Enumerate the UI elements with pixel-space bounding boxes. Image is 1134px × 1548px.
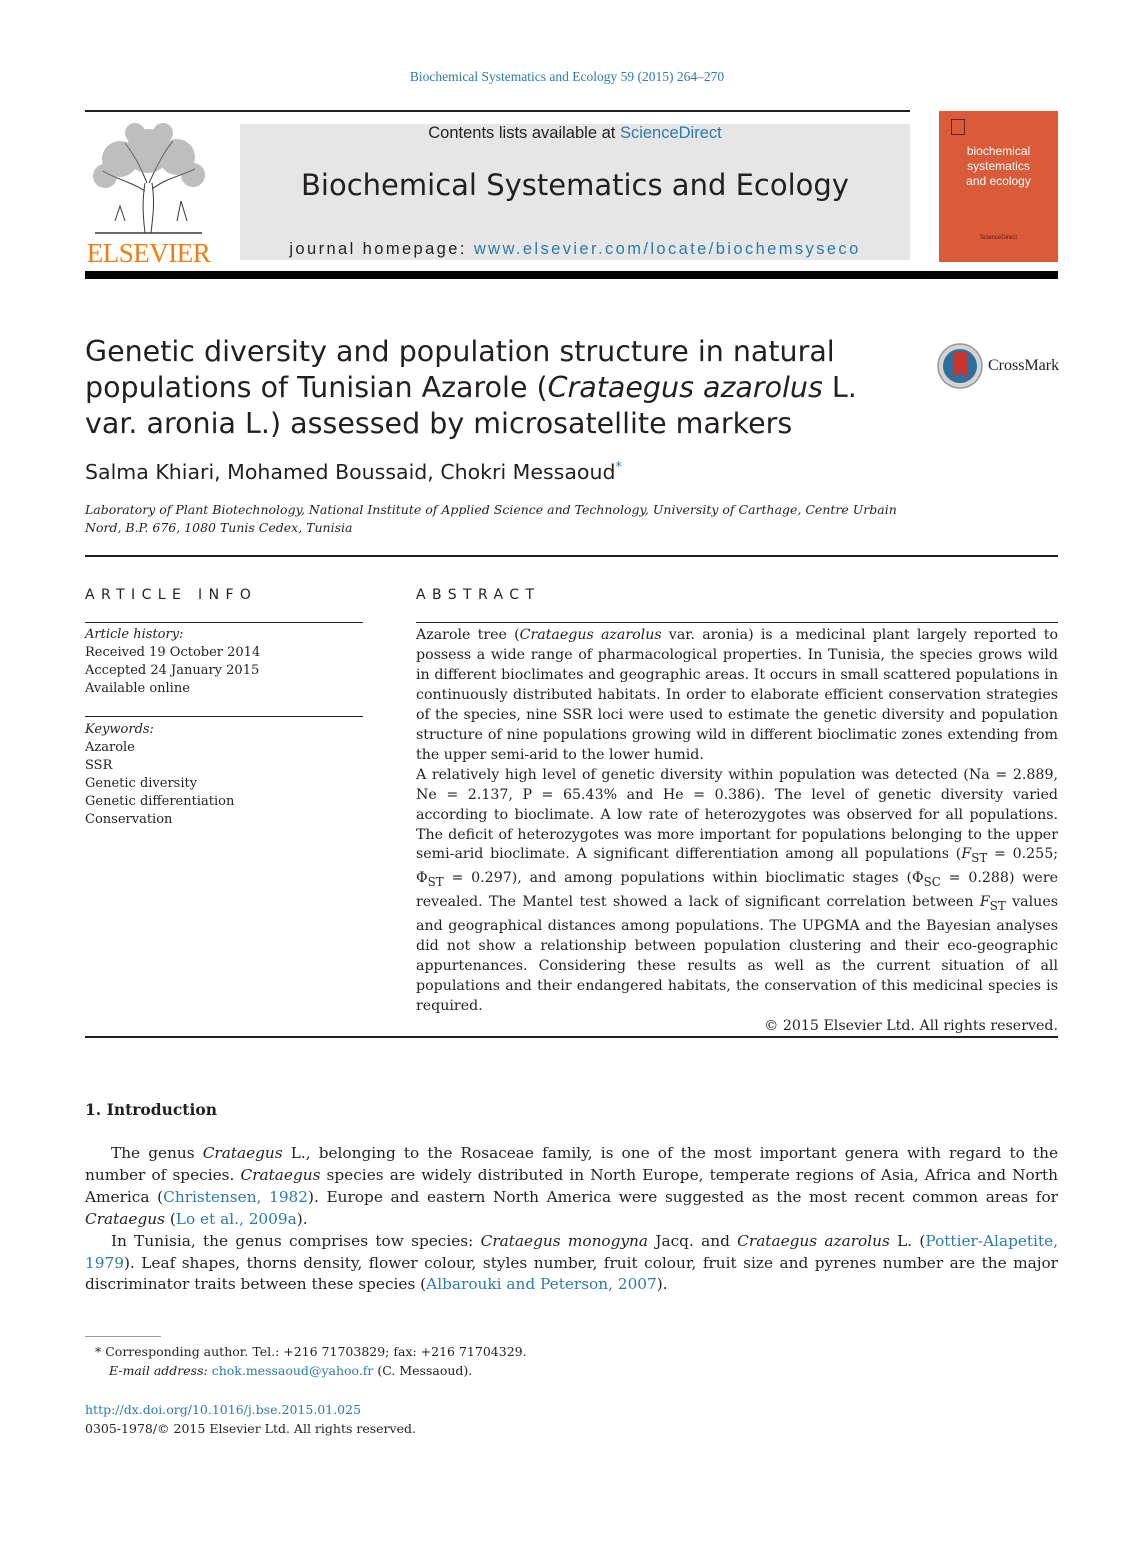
keyword-item: Genetic differentiation (85, 794, 235, 809)
genus-name: Crataegus (85, 1209, 165, 1228)
citation-link[interactable]: Albarouki and Peterson, 2007 (426, 1275, 657, 1294)
section-rule (85, 1036, 1058, 1038)
authors-names: Salma Khiari, Mohamed Boussaid, Chokri Messaoud (85, 460, 616, 484)
text-run: = 0.297), and among populations within bioclimatic stages ( (443, 870, 913, 887)
text-run: species are widely distributed in North Europe, temperate regions of Asia, Africa and North America ( (85, 1165, 1059, 1206)
abstract-heading: ABSTRACT (416, 587, 541, 603)
issn-copyright: 0305-1978/© 2015 Elsevier Ltd. All rights reserved. (85, 1421, 416, 1436)
text-run: ). (296, 1209, 308, 1228)
tree-icon (85, 121, 212, 239)
homepage-prefix: journal homepage: (289, 240, 474, 258)
abstract-copyright: © 2015 Elsevier Ltd. All rights reserved. (764, 1017, 1058, 1034)
homepage-link[interactable]: www.elsevier.com/locate/biochemsyseco (473, 240, 861, 258)
title-species: Crataegus azarolus (547, 371, 823, 404)
text-run: = 0.288) were revealed. The Mantel test showed a lack of significant correlation between (416, 870, 1058, 911)
contents-line (240, 124, 910, 143)
phi-st-subscript: ST (427, 875, 444, 890)
history-label: Article history: (85, 627, 184, 642)
history-item: Accepted 24 January 2015 (85, 663, 260, 678)
genus-name: Crataegus (240, 1165, 321, 1184)
article-history (85, 626, 363, 698)
text-run: Jacq. and (648, 1231, 738, 1250)
journal-title: Biochemical Systematics and Ecology (301, 168, 849, 202)
journal-homepage (240, 240, 910, 259)
species-name: Crataegus monogyna (480, 1231, 649, 1250)
corresponding-author-mark[interactable]: * (615, 460, 622, 476)
species-name: Crataegus azarolus (737, 1231, 890, 1250)
journal-citation[interactable]: Biochemical Systematics and Ecology 59 (2015) 264–270 (409, 69, 725, 84)
crossmark-label: CrossMark (988, 357, 1060, 374)
text-run: var. aronia) is a medicinal plant largely reported to possess a wide range of pharmacological properties. In Tunisia, the species grows wild in different bioclimates and geographic areas. It occurs in small scattered populations in continuously distributed habitats. In order to elaborate efficient conservation strategies of the species, nine SSR loci were used to estimate the genetic diversity and population structure of nine populations growing wild in different bioclimatic zones extending from the upper semi-arid to the lower humid. (416, 627, 1058, 763)
corresponding-author-footnote (95, 1342, 795, 1380)
abstract-body (416, 626, 1058, 1037)
doi-block (85, 1400, 785, 1438)
journal-cover-thumbnail[interactable] (939, 111, 1058, 262)
intro-paragraph (85, 1143, 1058, 1231)
phi-sc-subscript: SC (923, 875, 941, 890)
text-run: L., belonging to the Rosaceae family, is one of the most important genera with regard to the number of species. (85, 1144, 1058, 1184)
cover-footer: ScienceDirect (979, 235, 1017, 241)
keyword-item: Conservation (85, 812, 173, 827)
citation-link[interactable]: Lo et al., 2009a (175, 1209, 297, 1228)
history-item: Received 19 October 2014 (85, 645, 261, 660)
footnote-rule (85, 1336, 161, 1337)
affiliation: Laboratory of Plant Biotechnology, National Institute of Applied Science and Technology, University of Carthage, Centre Urbain Nord, B.P. 676, 1080 Tunis Cedex, Tunisia (85, 502, 897, 535)
fst-subscript: ST (989, 898, 1006, 913)
email-label: E-mail address: (109, 1363, 212, 1378)
introduction-heading: 1. Introduction (85, 1100, 217, 1119)
elsevier-wordmark: ELSEVIER (86, 238, 211, 268)
text-run: In Tunisia, the genus comprises tow species: (111, 1231, 481, 1250)
keyword-item: Azarole (85, 740, 135, 755)
contents-prefix: Contents lists available at (428, 124, 620, 142)
cover-title (939, 144, 1058, 189)
fst-symbol: F (961, 846, 972, 863)
email-line (95, 1361, 795, 1380)
abstract-paragraph (416, 766, 1058, 1017)
text-run: ). Europe and eastern North America were suggested as the most recent common areas for (308, 1187, 1058, 1206)
text-run: ). (656, 1275, 668, 1294)
author-list (85, 460, 622, 484)
text-run: Azarole tree ( (416, 627, 520, 643)
text-run: The genus (111, 1144, 203, 1162)
citation-link[interactable]: Pottier-Alapetite, 1979 (85, 1231, 1059, 1272)
introduction-body (85, 1143, 1058, 1296)
cover-emblem-icon (951, 119, 965, 135)
abstract-paragraph (416, 626, 1058, 766)
sciencedirect-link[interactable]: ScienceDirect (619, 124, 722, 142)
email-suffix: (C. Messaoud). (373, 1363, 473, 1378)
article-title (85, 334, 905, 442)
doi-link[interactable]: http://dx.doi.org/10.1016/j.bse.2015.01.025 (85, 1402, 362, 1417)
keywords-rule (85, 716, 363, 717)
title-part: L. var. aronia L.) assessed by microsatellite markers (85, 371, 857, 440)
cover-title-line: and ecology (966, 174, 1031, 188)
genus-name: Crataegus (202, 1144, 283, 1162)
intro-paragraph (85, 1231, 1058, 1297)
species-name: Crataegus azarolus (519, 627, 662, 643)
text-run: = 0.255; (987, 846, 1058, 863)
history-item: Available online (85, 681, 190, 696)
title-part: Genetic diversity and population structure in natural populations of Tunisian Azarole ( (85, 335, 835, 404)
phi-symbol: Φ (416, 870, 428, 887)
abstract-rule (416, 622, 1058, 623)
keyword-item: SSR (85, 758, 113, 773)
article-info-heading: ARTICLE INFO (85, 587, 258, 603)
citation-link[interactable]: Christensen, 1982 (163, 1187, 309, 1206)
crossmark-icon (936, 342, 984, 390)
cover-title-line: systematics (967, 159, 1030, 173)
header-top-rule (85, 110, 910, 112)
phi-symbol: Φ (912, 870, 924, 887)
text-run: A relatively high level of genetic diversity within population was detected (Na = 2.889, Ne = 2.137, P = 65.43% and He = 0.386). The level of genetic diversity varied according to bioclimate. A low rate of heterozygotes was observed for all populations. The deficit of heterozygotes was more important for populations belonging to the upper semi-arid bioclimate. A significant differentiation among all populations ( (416, 766, 1058, 863)
header-bottom-rule (85, 271, 1058, 279)
keywords-label: Keywords: (85, 722, 154, 737)
text-run: L. ( (889, 1231, 926, 1250)
text-run: ). Leaf shapes, thorns density, flower colour, styles number, fruit colour, fruit size and pyrenes number are the major discriminator traits between these species ( (85, 1253, 1058, 1294)
keywords (85, 721, 363, 829)
fst-subscript: ST (971, 851, 988, 866)
keyword-item: Genetic diversity (85, 776, 198, 791)
corresponding-author-contact: * Corresponding author. Tel.: +216 71703829; fax: +216 71704329. (95, 1344, 527, 1359)
email-link[interactable]: chok.messaoud@yahoo.fr (211, 1363, 374, 1378)
fst-symbol: F (979, 894, 990, 911)
article-info-rule (85, 622, 363, 623)
text-run: values and geographical distances among populations. The UPGMA and the Bayesian analyses did not show a relationship between population clustering and their eco-geographic appurtenances. Considering these results as well as the current situation of all populations and their endangered habitats, the conservation of this medicinal species is required. (416, 894, 1058, 1014)
crossmark-badge[interactable] (936, 342, 1058, 390)
section-rule (85, 555, 1058, 557)
cover-title-line: biochemical (966, 144, 1031, 158)
text-run: ( (164, 1209, 176, 1228)
